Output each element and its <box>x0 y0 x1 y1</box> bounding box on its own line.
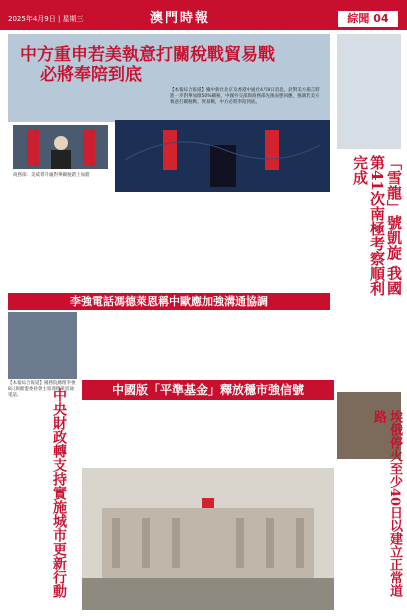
press-photo-art <box>13 125 108 169</box>
section-label: 綜聞 04 <box>338 11 398 27</box>
photo-caption: 商務部：美威脅升級對華關稅錯上加錯 <box>13 173 90 178</box>
portrait-photo <box>8 312 77 379</box>
portrait-caption: 【本報綜合報道】國務院總理李強8日與歐盟委員會主席馮德萊恩通電話。 <box>8 381 76 398</box>
newspaper-title: 澳門時報 <box>150 11 211 26</box>
bank-building-art <box>82 468 334 610</box>
issue-date: 2025年4月9日 | 星期三 <box>8 15 84 23</box>
bank-building-photo <box>82 468 334 610</box>
left-vertical-headline: 中央財政轉支持實施城市更新行動 <box>51 388 67 598</box>
lead-headline: 中方重申若美執意打關稅戰貿易戰 <box>20 45 275 65</box>
right-vertical-headline: 埃俄停火至少40日以建立正常道路 <box>371 410 402 598</box>
press-photo <box>13 125 108 169</box>
lead-text: 【本報綜合報道】據中新社北京及香港中通社4月8日消息，針對美方揚言將進一步對華加徵50%關稅，中國外交部與商務部先後表態回應，強調若美方執意打關稅戰、貿易戰，中方必將奉陪到底。 <box>170 88 320 106</box>
second-story-band: 李強電話馮德萊恩稱中歐應加強溝通協調 <box>8 293 330 310</box>
lead-headline-sub: 必將奉陪到底 <box>40 65 142 85</box>
third-story-band: 中國版「平準基金」釋放穩市強信號 <box>82 380 334 400</box>
sidebar-vertical-headline: 「雪龍」號凱旋 我國第41次南極考察順利完成 <box>351 155 403 296</box>
podium-photo <box>115 120 330 192</box>
podium-photo-art <box>115 120 330 192</box>
sidebar-photo <box>337 34 401 149</box>
